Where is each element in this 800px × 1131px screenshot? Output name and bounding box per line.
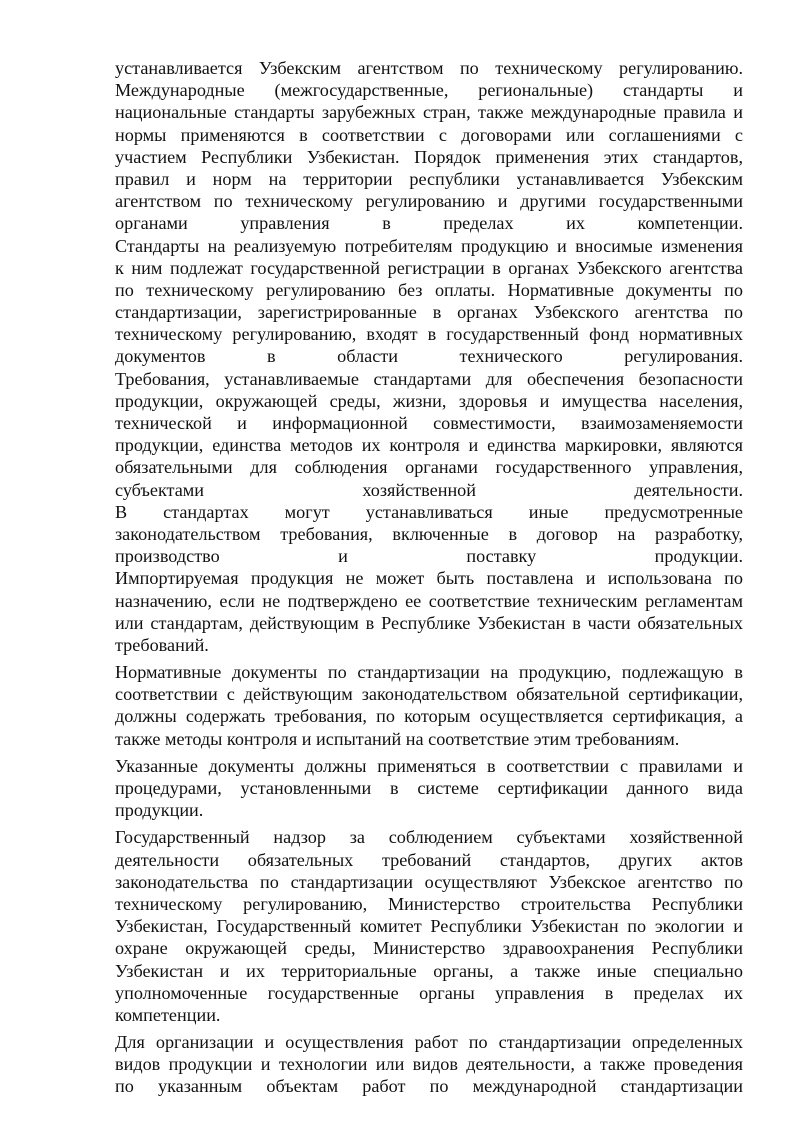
text-line: В стандартах могут устанавливаться иные предусмотренные bbox=[115, 501, 743, 522]
text-line: соответствии с действующим законодательством обязательной сертификации, bbox=[115, 684, 743, 705]
text-line: компетенции. bbox=[115, 1004, 221, 1025]
text-line: Узбекистан, Государственный комитет Республики Узбекистан по экологии и bbox=[115, 916, 743, 937]
text-line: деятельности обязательных требований стандартов, других актов bbox=[115, 849, 743, 870]
text-line: по указанным объектам работ по международной стандартизации bbox=[115, 1076, 743, 1097]
text-line: агентством по техническому регулированию и другими государственными bbox=[115, 191, 743, 212]
text-line: по техническому регулированию без оплаты. Нормативные документы по bbox=[115, 279, 743, 300]
text-line: должны содержать требования, по которым осуществляется сертификация, а bbox=[115, 706, 743, 727]
text-line: Указанные документы должны применяться в соответствии с правилами и bbox=[115, 755, 743, 776]
text-line: или стандартам, действующим в Республике Узбекистан в части обязательных bbox=[115, 612, 743, 633]
text-line: документов в области технического регулирования. bbox=[115, 346, 743, 367]
text-line: Международные (межгосударственные, региональные) стандарты и bbox=[115, 80, 743, 101]
paragraph bbox=[115, 1031, 743, 1098]
text-line: Стандарты на реализуемую потребителям продукцию и вносимые изменения bbox=[115, 235, 743, 256]
text-line: уполномоченные государственные органы управления в пределах их bbox=[115, 982, 743, 1003]
text-line: Требования, устанавливаемые стандартами для обеспечения безопасности bbox=[115, 368, 743, 389]
document-page bbox=[115, 57, 743, 1098]
text-line: правил и норм на территории республики устанавливается Узбекским bbox=[115, 168, 743, 189]
paragraph bbox=[115, 57, 743, 656]
text-line: к ним подлежат государственной регистрации в органах Узбекского агентства bbox=[115, 257, 743, 278]
text-line: Узбекистан и их территориальные органы, а также иные специально bbox=[115, 960, 743, 981]
text-line: обязательными для соблюдения органами государственного управления, bbox=[115, 457, 743, 478]
text-line: техническому регулированию, Министерство строительства Республики bbox=[115, 893, 743, 914]
text-line: субъектами хозяйственной деятельности. bbox=[115, 479, 743, 500]
paragraph bbox=[115, 755, 743, 822]
text-line: назначению, если не подтверждено ее соответствие техническим регламентам bbox=[115, 590, 743, 611]
text-line: охране окружающей среды, Министерство здравоохранения Республики bbox=[115, 938, 743, 959]
text-line: процедурами, установленными в системе сертификации данного вида bbox=[115, 778, 743, 798]
text-line: продукции. bbox=[115, 800, 204, 821]
text-line: Нормативные документы по стандартизации на продукцию, подлежащую в bbox=[115, 662, 743, 683]
text-line: устанавливается Узбекским агентством по техническому регулированию. bbox=[115, 58, 743, 78]
text-line: законодательством требования, включенные в договор на разработку, bbox=[115, 523, 743, 544]
text-line: участием Республики Узбекистан. Порядок применения этих стандартов, bbox=[115, 146, 743, 167]
text-line: продукции, единства методов их контроля и единства маркировки, являются bbox=[115, 435, 743, 456]
text-line: также методы контроля и испытаний на соответствие этим требованиям. bbox=[115, 728, 680, 749]
text-line: нормы применяются в соответствии с договорами или соглашениями с bbox=[115, 124, 743, 145]
text-line: органами управления в пределах их компетенции. bbox=[115, 213, 743, 234]
text-line: законодательства по стандартизации осуществляют Узбекское агентство по bbox=[115, 871, 743, 892]
text-line: национальные стандарты зарубежных стран, также международные правила и bbox=[115, 102, 743, 123]
text-line: стандартизации, зарегистрированные в органах Узбекского агентства по bbox=[115, 302, 743, 323]
text-line: видов продукции и технологии или видов деятельности, а также проведения bbox=[115, 1054, 743, 1075]
text-line: технической и информационной совместимости, взаимозаменяемости bbox=[115, 413, 743, 433]
text-line: Для организации и осуществления работ по стандартизации определенных bbox=[115, 1032, 743, 1053]
text-line: Государственный надзор за соблюдением субъектами хозяйственной bbox=[115, 827, 743, 848]
text-line: Импортируемая продукция не может быть поставлена и использована по bbox=[115, 568, 743, 589]
paragraph bbox=[115, 661, 743, 750]
text-line: продукции, окружающей среды, жизни, здоровья и имущества населения, bbox=[115, 390, 743, 411]
text-line: производство и поставку продукции. bbox=[115, 546, 743, 567]
text-line: требований. bbox=[115, 634, 209, 655]
paragraph bbox=[115, 826, 743, 1026]
text-line: техническому регулированию, входят в государственный фонд нормативных bbox=[115, 324, 743, 345]
